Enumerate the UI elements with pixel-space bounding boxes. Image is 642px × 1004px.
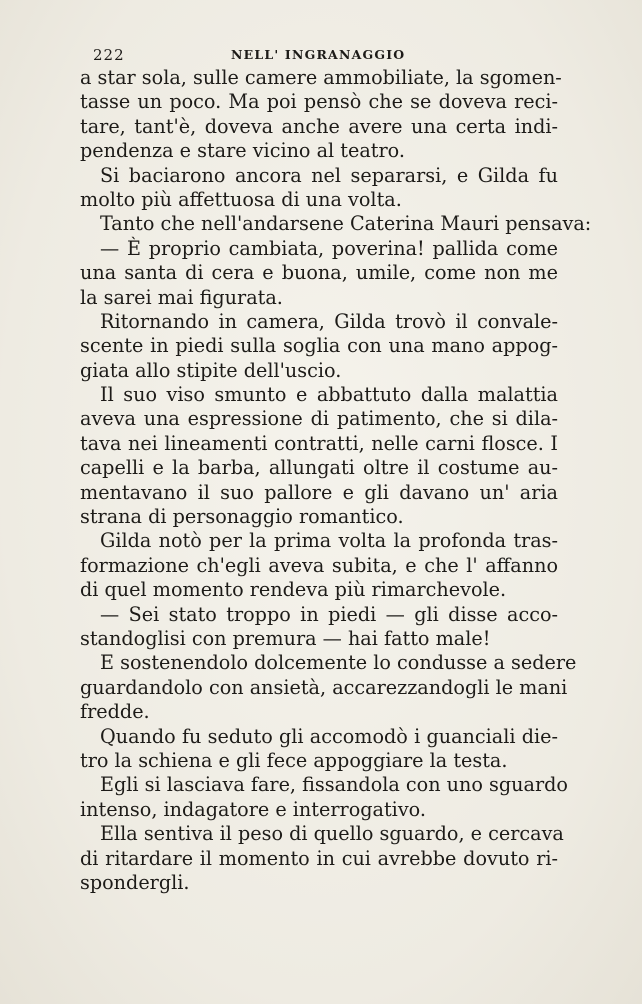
text-line: scente in piedi sulla soglia con una mano appog- — [80, 334, 558, 358]
text-line: Ritornando in camera, Gilda trovò il convale- — [100, 309, 558, 333]
body-text — [80, 66, 592, 895]
text-line: fredde. — [80, 700, 150, 724]
text-line: — Sei stato troppo in piedi — gli disse acco- — [100, 602, 558, 626]
text-line: strana di personaggio romantico. — [80, 505, 404, 529]
text-line: E sostenendolo dolcemente lo condusse a sedere — [100, 651, 577, 675]
text-line: tava nei lineamenti contratti, nelle carni flosce. I — [80, 431, 558, 455]
text-line: di quel momento rendeva più rimarchevole. — [80, 578, 507, 602]
text-line: Ella sentiva il peso di quello sguardo, e cercava — [100, 822, 564, 846]
text-line: Il suo viso smunto e abbattuto dalla malattia — [100, 383, 558, 407]
text-line: giata allo stipite dell'uscio. — [80, 358, 342, 382]
text-line: tasse un poco. Ma poi pensò che se doveva reci- — [80, 90, 558, 114]
text-line: la sarei mai figurata. — [80, 285, 283, 309]
text-line: Egli si lasciava fare, fissandola con uno sguardo — [100, 773, 568, 797]
text-line: spondergli. — [80, 870, 190, 894]
text-line: tare, tant'è, doveva anche avere una certa indi- — [80, 114, 558, 138]
page-number: 222 — [93, 46, 125, 64]
text-line: Tanto che nell'andarsene Caterina Mauri pensava: — [100, 212, 592, 236]
text-line: intenso, indagatore e interrogativo. — [80, 797, 426, 821]
text-line: mentavano il suo pallore e gli davano un' aria — [80, 480, 558, 504]
text-line: capelli e la barba, allungati oltre il costume au- — [80, 456, 558, 480]
text-line: di ritardare il momento in cui avrebbe dovuto ri- — [80, 846, 558, 870]
text-line: Quando fu seduto gli accomodò i guanciali die- — [100, 724, 558, 748]
running-title: NELL' INGRANAGGIO — [231, 47, 406, 62]
text-line: Gilda notò per la prima volta la profonda tras- — [100, 529, 558, 553]
text-line: guardandolo con ansietà, accarezzandogli le mani — [80, 675, 568, 699]
text-line: — È proprio cambiata, poverina! pallida come — [100, 236, 558, 260]
text-line: standoglisi con premura — hai fatto male! — [80, 626, 491, 650]
page-header — [93, 46, 553, 68]
text-line: molto più affettuosa di una volta. — [80, 187, 402, 211]
text-line: formazione ch'egli aveva subita, e che l' affanno — [80, 553, 558, 577]
text-line: a star sola, sulle camere ammobiliate, la sgomen- — [80, 66, 562, 89]
text-line: Si baciarono ancora nel separarsi, e Gilda fu — [100, 163, 558, 187]
text-line: aveva una espressione di patimento, che si dila- — [80, 407, 558, 431]
text-line: tro la schiena e gli fece appoggiare la testa. — [80, 748, 508, 772]
text-line: pendenza e stare vicino al teatro. — [80, 139, 405, 163]
text-line: una santa di cera e buona, umile, come non me — [80, 261, 558, 285]
